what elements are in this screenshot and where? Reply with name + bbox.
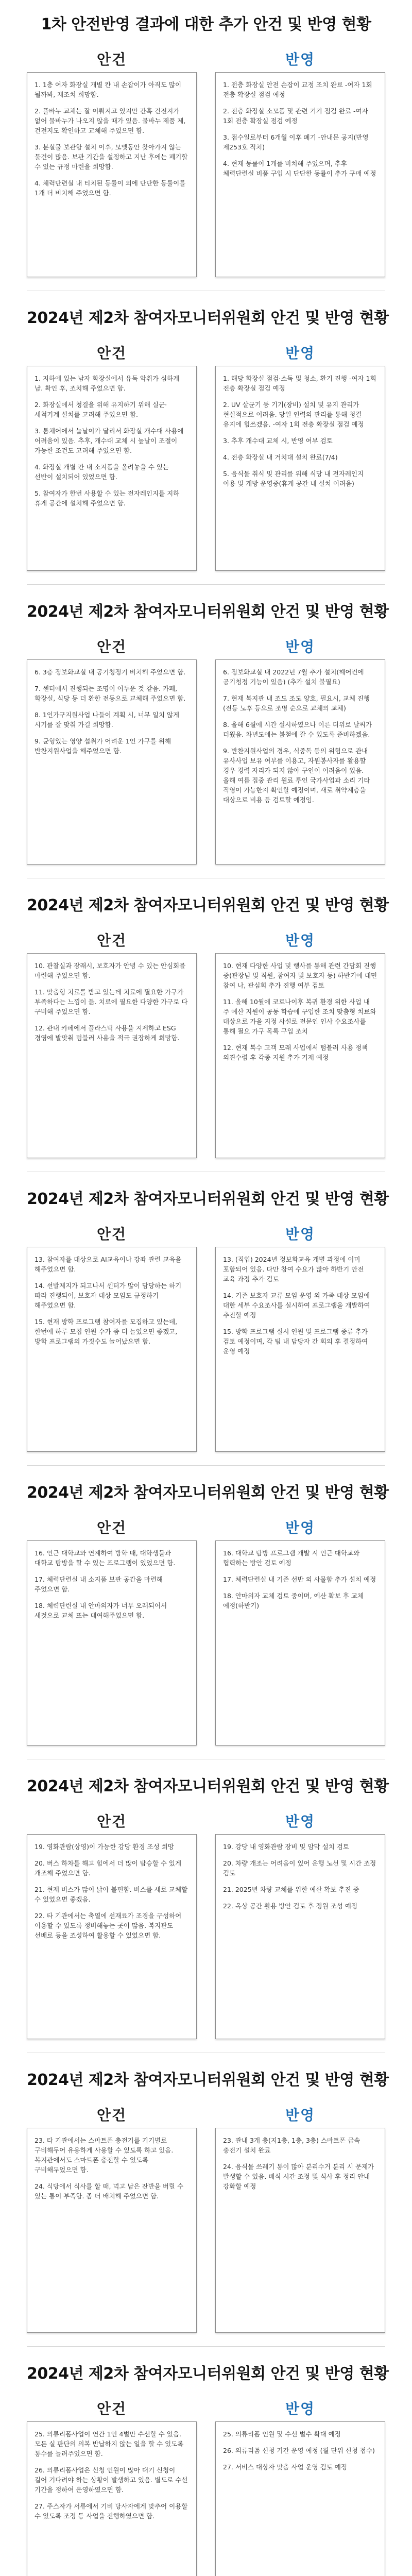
action-item: 11. 올해 10월에 코로나이후 복귀 환경 위한 사업 내 주 예산 지원이 공동 학습에 구입한 조치 맞춤형 치료와 대상으로 가을 지정 사설로 전문인 인사 수요조사를 통해 필요 가구 목록 구입 조치 bbox=[223, 998, 376, 1035]
section-8 bbox=[0, 2056, 412, 2344]
issue-heading: 안건 bbox=[96, 345, 127, 362]
issue-heading: 안건 bbox=[96, 1519, 127, 1536]
issue-panel bbox=[27, 2421, 197, 2576]
section-title: 1차 안전반영 결과에 대한 추가 안건 및 반영 현황 bbox=[41, 15, 371, 33]
section-title: 2024년 제2차 참여자모니터위원회 안건 및 반영 현황 bbox=[27, 1190, 389, 1208]
action-item: 14. 기존 보호자 교류 모임 운영 외 가족 대상 모임에 대한 세부 수요조사를 실시하여 프로그램을 개발하여 추진할 예정 bbox=[223, 1292, 370, 1319]
section-title: 2024년 제2차 참여자모니터위원회 안건 및 반영 현황 bbox=[27, 2365, 389, 2383]
two-column-layout bbox=[27, 2397, 385, 2576]
action-item: 20. 차량 개조는 어려움이 있어 운행 노선 및 시간 조정 검토 bbox=[223, 1859, 376, 1877]
issue-panel bbox=[27, 659, 197, 865]
action-item: 13. (직업) 2024년 정보화교육 개별 과정에 이미 포함되어 있음. 다만 참여 수요가 많아 하반기 안전 교육 과정 추가 검토 bbox=[223, 1256, 364, 1283]
action-column bbox=[215, 635, 385, 865]
action-item: 3. 추후 개수대 교체 시, 반영 여부 검토 bbox=[223, 437, 333, 445]
issue-item: 3. 툼체어에서 눕날이가 달리서 화장실 개수대 사용에 어려움이 있음. 추후, 개수대 교체 시 높날이 조절이 가능한 조건도 고려해 주었으면 함. bbox=[35, 427, 184, 454]
issue-item: 6. 3층 정보화교실 내 공기청정기 비치해 주었으면 함. bbox=[35, 668, 186, 676]
action-column bbox=[215, 1516, 385, 1745]
action-item: 2. 전층 화장실 소모품 및 관련 기기 점검 완료 -여자 1회 전층 확장실 점검 예정 bbox=[223, 107, 368, 125]
issue-column bbox=[27, 2103, 197, 2333]
action-panel bbox=[215, 953, 385, 1158]
issue-item: 26. 의류리폼사업은 신청 인원이 많아 대기 신청이 길어 기다려야 하는 상황이 발생하고 있음. 별도로 수선 기간을 정하여 운영하였으면 함. bbox=[35, 2466, 188, 2494]
issue-heading: 안건 bbox=[96, 2400, 127, 2417]
section-divider bbox=[27, 2346, 385, 2347]
issue-heading: 안건 bbox=[96, 1813, 127, 1830]
issue-item: 19. 영화관람(상영)이 가능한 강당 환경 조성 희망 bbox=[35, 1843, 174, 1851]
issue-item: 10. 관찰실과 장래시, 보호자가 안녕 수 있는 안심회를 마련해 주었으면 함. bbox=[35, 962, 186, 979]
issue-column bbox=[27, 928, 197, 1158]
action-item: 22. 옥상 공간 활용 방안 검토 후 정원 조성 예정 bbox=[223, 1902, 357, 1910]
section-1 bbox=[0, 0, 412, 289]
action-heading: 반영 bbox=[285, 638, 316, 655]
action-heading: 반영 bbox=[285, 2400, 316, 2417]
issue-heading: 안건 bbox=[96, 51, 127, 68]
action-item: 27. 서비스 대상자 맞춤 사업 운영 검토 예정 bbox=[223, 2463, 347, 2471]
action-panel bbox=[215, 1247, 385, 1452]
action-item: 15. 방학 프로그램 실시 인원 및 프로그램 종류 추가 검토 예정이며, 각 팀 내 담당자 간 회의 후 결정하여 운영 예정 bbox=[223, 1328, 368, 1355]
issue-item: 12. 관내 카페에서 플라스틱 사용을 지제하고 ESG 경영에 발맞춰 텀블러 사용을 적극 권장하게 희망함. bbox=[35, 1024, 180, 1042]
issue-item: 23. 타 기관에서는 스마트폰 충전기를 기기별로 구비해두어 유용하게 사용할 수 있도록 하고 있음. 복지관에서도 스마트폰 충전할 수 있도록 구비해두었으면 함. bbox=[35, 2137, 174, 2174]
issue-panel bbox=[27, 366, 197, 571]
action-item: 10. 현재 다양한 사업 및 행사를 통해 관련 간담회 진행 중(관장님 및 직원, 참여자 및 보호자 등) 하반기에 대면 참여 나, 관심회 추가 진행 여부 검토 bbox=[223, 962, 377, 989]
section-divider bbox=[27, 584, 385, 585]
action-item: 16. 대학교 탐방 프로그램 개발 시 인근 대학교와 협력하는 방안 검토 예정 bbox=[223, 1549, 360, 1567]
issue-item: 14. 선발제지가 되고나서 센터가 많이 담당하는 하기 따라 진행되어, 보호자 대상 모임도 규정하기 해주었으면 함. bbox=[35, 1282, 182, 1309]
issue-column bbox=[27, 1516, 197, 1745]
action-item: 4. 현재 동률이 1개를 비치해 주었으며, 추후 체력단련실 비품 구입 시 단단한 동률이 추가 구매 예정 bbox=[223, 160, 376, 177]
issue-item: 7. 센터에서 진행되는 조명이 어두운 것 같음. 카페, 화장실, 식당 등 더 환한 전등으로 교체해 주었으면 함. bbox=[35, 685, 186, 702]
issue-item: 25. 의류리폼사업이 연간 1인 4벌만 수선할 수 있음. 모든 실 판단의 의복 반납하지 않는 일을 할 수 있도록 통수를 늘려주었으면 함. bbox=[35, 2430, 184, 2458]
section-title: 2024년 제2차 참여자모니터위원회 안건 및 반영 현황 bbox=[27, 603, 389, 621]
action-item: 17. 체력단련실 내 기존 선반 외 사물함 추가 설치 예정 bbox=[223, 1575, 376, 1583]
action-heading: 반영 bbox=[285, 1519, 316, 1536]
two-column-layout bbox=[27, 928, 385, 1158]
issue-panel bbox=[27, 1247, 197, 1452]
issue-heading: 안건 bbox=[96, 1226, 127, 1243]
action-heading: 반영 bbox=[285, 932, 316, 949]
action-heading: 반영 bbox=[285, 1226, 316, 1243]
action-item: 26. 의류리폼 신청 기간 운영 예정 (월 단위 신청 접수) bbox=[223, 2447, 375, 2454]
action-heading: 반영 bbox=[285, 2107, 316, 2124]
issue-panel bbox=[27, 2128, 197, 2333]
section-title: 2024년 제2차 참여자모니터위원회 안건 및 반영 현황 bbox=[27, 1777, 389, 1795]
action-item: 18. 안마의자 교체 검토 중이며, 예산 확보 후 교체 예정(하반기) bbox=[223, 1592, 364, 1609]
issue-heading: 안건 bbox=[96, 638, 127, 655]
issue-item: 1. 지하에 있는 남자 화장실에서 유독 악취가 심하게 남. 확인 후, 조치해 주었으면 함. bbox=[35, 375, 180, 392]
action-column bbox=[215, 2103, 385, 2333]
action-panel bbox=[215, 2421, 385, 2576]
action-item: 3. 접수일로부터 6개월 이후 폐기 -안내문 공지(반영 제253호 적치) bbox=[223, 133, 369, 151]
action-heading: 반영 bbox=[285, 51, 316, 68]
two-column-layout bbox=[27, 47, 385, 277]
action-item: 12. 현재 복수 고객 모래 사업에서 텀블러 사용 정책 의견수렴 후 각종 지원 추가 기재 예정 bbox=[223, 1044, 368, 1061]
action-item: 2. UV 살균기 등 기기(장비) 설치 및 유지 관리가 현실적으로 어려움. 당일 인력의 관리를 통해 청결 유지에 힘쓰겠음. -여자 1회 전층 확장실 점검 예정 bbox=[223, 401, 364, 428]
action-item: 24. 음식물 쓰레기 통이 많아 분리수거 분리 시 문제가 발생할 수 있음. 배식 시간 조정 및 식사 후 정리 안내 강화할 예정 bbox=[223, 2163, 374, 2190]
issue-item: 21. 현재 버스가 많이 낡아 불편함. 버스를 새로 교체할 수 있었으면 좋겠음. bbox=[35, 1886, 188, 1903]
issue-item: 2. 화장실에서 청결을 위해 유지하기 위해 실군·세척기계 설치를 고려해 주었으면 함. bbox=[35, 401, 167, 418]
section-divider bbox=[27, 1465, 385, 1466]
two-column-layout bbox=[27, 1222, 385, 1452]
two-column-layout bbox=[27, 635, 385, 865]
action-item: 6. 정보화교실 내 2022년 7월 추가 설치(헤어컨에 공기청정 기능이 있음) (추가 설치 불필요) bbox=[223, 668, 364, 686]
issue-item: 1. 1층 여자 화장실 개별 칸 내 손잡이가 아직도 많이 될까봐, 재조치 희망함. bbox=[35, 81, 182, 98]
section-title: 2024년 제2차 참여자모니터위원회 안건 및 반영 현황 bbox=[27, 896, 389, 914]
issue-item: 4. 화장실 개별 칸 내 소지품을 올려놓을 수 있는 선반이 설치되어 있었으면 함. bbox=[35, 463, 169, 481]
issue-column bbox=[27, 341, 197, 571]
action-item: 25. 의류리폼 인원 및 수선 벌수 확대 예정 bbox=[223, 2430, 341, 2438]
section-5 bbox=[0, 1175, 412, 1463]
action-panel bbox=[215, 1540, 385, 1745]
action-item: 19. 강당 내 영화관람 장비 및 암막 설치 검토 bbox=[223, 1843, 349, 1851]
action-column bbox=[215, 2397, 385, 2576]
issue-item: 13. 참여자를 대상으로 AI교육이나 강좌 관련 교육을 해주었으면 함. bbox=[35, 1256, 182, 1273]
section-title: 2024년 제2차 참여자모니터위원회 안건 및 반영 현황 bbox=[27, 309, 389, 327]
issue-item: 24. 식당에서 식사를 할 때, 먹고 남은 잔반을 버릴 수 있는 통이 부족함. 좀 더 배치해 주었으면 함. bbox=[35, 2182, 184, 2200]
action-item: 9. 반찬지원사업의 경우, 식중독 등의 위험으로 관내 유사사업 보유 여부를 이용고, 자원봉사자를 활용할 경우 경력 자리가 되지 않아 구인이 어려움이 있음. 올해 여름 집중 관리 원료 투인 국가사업과 소리 기타 직영이 가능한지 확인할 예정이며, 새로 취약계층을 대상으로 비용 등 검토할 예정임. bbox=[223, 747, 370, 804]
issue-item: 2. 플바누 교체는 잘 이뤄지고 있지만 간혹 건전지가 없어 물바누가 나오지 않을 때가 있음. 물바누 제품 제, 건전지도 확인하고 교체해 주었으면 함. bbox=[35, 107, 186, 134]
action-panel bbox=[215, 2128, 385, 2333]
issue-column bbox=[27, 1222, 197, 1452]
action-column bbox=[215, 1222, 385, 1452]
section-4 bbox=[0, 881, 412, 1170]
section-9 bbox=[0, 2349, 412, 2576]
section-7 bbox=[0, 1762, 412, 2050]
action-column bbox=[215, 341, 385, 571]
action-item: 23. 관내 3개 층(지1층, 1층, 3층) 스마트폰 급속 충전기 설치 완료 bbox=[223, 2137, 360, 2154]
issue-item: 22. 타 기관에서는 축열에 선재료가 조경을 구성하여 이용할 수 있도록 정비해놓는 곳이 많음. 복지관도 선배로 등을 조성하여 활용할 수 있었으면 함. bbox=[35, 1912, 182, 1939]
section-title: 2024년 제2차 참여자모니터위원회 안건 및 반영 현황 bbox=[27, 1484, 389, 1502]
issue-item: 27. 주스자가 서류에서 기비 당사자에게 맞추어 이용할 수 있도록 조정 등 사업을 진행하였으면 함. bbox=[35, 2502, 188, 2520]
issue-column bbox=[27, 635, 197, 865]
action-column bbox=[215, 928, 385, 1158]
section-title: 2024년 제2차 참여자모니터위원회 안건 및 반영 현황 bbox=[27, 2071, 389, 2089]
issue-panel bbox=[27, 1540, 197, 1745]
issue-column bbox=[27, 47, 197, 277]
issue-column bbox=[27, 1809, 197, 2039]
issue-item: 4. 체력단련실 내 티치된 동률이 외에 단단한 동률이를 1개 더 비치해 주었으면 함. bbox=[35, 179, 186, 197]
issue-item: 20. 버스 하차를 해고 힘에서 더 많이 탑승할 수 있게 개조해 주었으면 함. bbox=[35, 1859, 182, 1877]
issue-item: 11. 맞춤형 치료를 받고 있는데 치료에 필요한 가구가 부족하다는 느낌이 듦. 치료에 필요한 다양한 가구로 다 구비해 주었으면 함. bbox=[35, 988, 188, 1015]
issue-heading: 안건 bbox=[96, 2107, 127, 2124]
issue-item: 18. 체력단련실 내 안마의자가 너무 오래되어서 새것으로 교체 또는 대여해주었으면 함. bbox=[35, 1602, 167, 1619]
action-item: 4. 전층 화장실 내 거치대 설치 완료(7/4) bbox=[223, 453, 338, 461]
issue-item: 16. 인근 대학교와 연계하여 방학 때, 대학생들과 대학교 탐방을 할 수 있는 프로그램이 있었으면 함. bbox=[35, 1549, 176, 1567]
action-item: 5. 음식물 취식 및 관리를 위해 식당 내 전자레인지 이용 및 개방 운영중(휴게 공간 내 설치 어려움) bbox=[223, 470, 364, 487]
action-column bbox=[215, 47, 385, 277]
action-column bbox=[215, 1809, 385, 2039]
issue-item: 15. 현재 방학 프로그램 참여자를 모집하고 있는데, 한번에 하루 모집 인원 수가 좀 더 늘었으면 좋겠고, 방학 프로그램의 가짓수도 늘어났으면 함. bbox=[35, 1318, 178, 1345]
action-item: 7. 현재 복지관 내 조도 조도 양호, 필요시, 교체 진행(전등 노후 등으로 조명 순으로 교체의 교체) bbox=[223, 694, 370, 712]
action-panel bbox=[215, 1834, 385, 2039]
issue-item: 9. 균형있는 영양 섭취가 어려운 1인 가구를 위해 반찬지원사업을 해주었으면 함. bbox=[35, 737, 171, 755]
issue-panel bbox=[27, 1834, 197, 2039]
action-item: 21. 2025년 차량 교체를 위한 예산 확보 추진 중 bbox=[223, 1886, 359, 1893]
action-item: 1. 전층 화장실 안전 손잡이 교정 조치 완료 -여자 1회 전층 확장실 점검 예정 bbox=[223, 81, 372, 98]
issue-item: 17. 체력단련실 내 소지품 보관 공간을 마련해 주었으면 함. bbox=[35, 1575, 163, 1593]
two-column-layout bbox=[27, 1809, 385, 2039]
section-6 bbox=[0, 1468, 412, 1757]
two-column-layout bbox=[27, 341, 385, 571]
action-panel bbox=[215, 72, 385, 277]
action-heading: 반영 bbox=[285, 345, 316, 362]
action-item: 1. 해당 화장실 점검·소독 및 청소, 환기 진행 -여자 1회 전층 확장실 점검 예정 bbox=[223, 375, 376, 392]
action-panel bbox=[215, 366, 385, 571]
issue-panel bbox=[27, 953, 197, 1158]
section-2 bbox=[0, 294, 412, 582]
issue-heading: 안건 bbox=[96, 932, 127, 949]
issue-panel bbox=[27, 72, 197, 277]
section-3 bbox=[0, 587, 412, 876]
action-item: 8. 올해 6월에 시간 설시하였으나 이른 더위로 날씨가 더웠음. 차년도에는 봄철에 갈 수 있도록 준비하겠음. bbox=[223, 721, 372, 738]
action-heading: 반영 bbox=[285, 1813, 316, 1830]
two-column-layout bbox=[27, 2103, 385, 2333]
issue-column bbox=[27, 2397, 197, 2576]
issue-item: 5. 참여자가 한번 사용할 수 있는 전자레인지를 지하 휴게 공간에 설치해 주었으면 함. bbox=[35, 489, 180, 507]
action-panel bbox=[215, 659, 385, 865]
issue-item: 3. 분실물 보관함 설치 이후, 모엣동안 찾아가지 않는 물건이 많음. 보관 기간을 설정하고 지난 후에는 폐기할 수 있는 규정 마련을 희망함. bbox=[35, 143, 188, 171]
two-column-layout bbox=[27, 1516, 385, 1745]
issue-item: 8. 1인가구지원사업 나들이 계획 시, 너무 일치 않게 시기를 잘 맞춰 가길 희망함. bbox=[35, 711, 180, 728]
